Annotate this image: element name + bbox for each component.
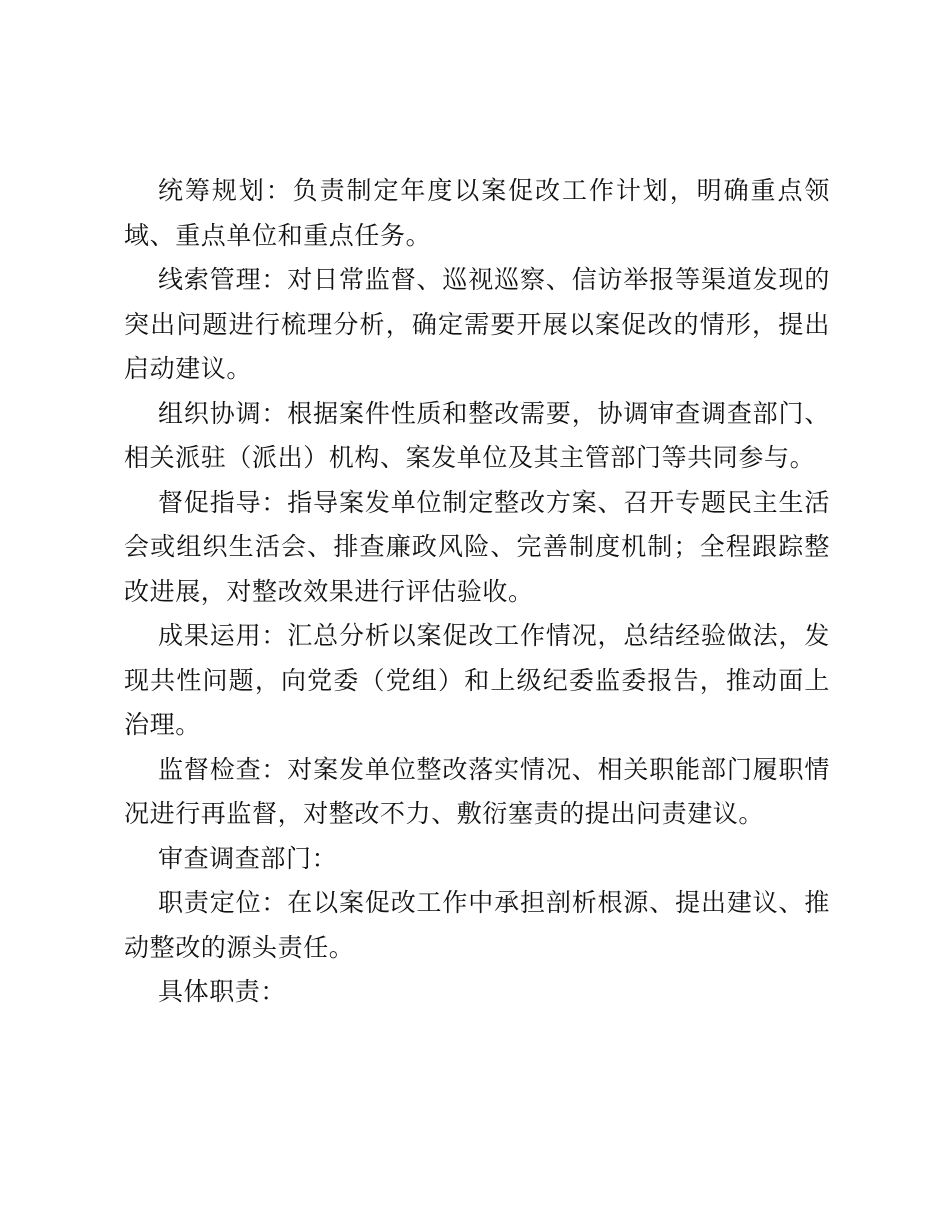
paragraph-supervision-guidance: 督促指导：指导案发单位制定整改方案、召开专题民主生活会或组织生活会、排查廉政风险、完善制度机制；全程跟踪整改进展，对整改效果进行评估验收。	[124, 487, 830, 606]
paragraph-responsibility-positioning: 职责定位：在以案促改工作中承担剖析根源、提出建议、推动整改的源头责任。	[124, 888, 830, 962]
paragraph-result-application: 成果运用：汇总分析以案促改工作情况，总结经验做法，发现共性问题，向党委（党组）和上级纪委监委报告，推动面上治理。	[124, 621, 830, 739]
paragraph-organization-coordination: 组织协调：根据案件性质和整改需要，协调审查调查部门、相关派驻（派出）机构、案发单位及其主管部门等共同参与。	[124, 398, 830, 472]
paragraph-clue-management: 线索管理：对日常监督、巡视巡察、信访举报等渠道发现的突出问题进行梳理分析，确定需要开展以案促改的情形，提出启动建议。	[124, 265, 830, 383]
document-body	[124, 169, 830, 1015]
paragraph-supervision-inspection: 监督检查：对案发单位整改落实情况、相关职能部门履职情况进行再监督，对整改不力、敷衍塞责的提出问责建议。	[124, 754, 830, 828]
section-heading-specific-duties: 具体职责：	[158, 977, 287, 1006]
section-heading-investigation-department: 审查调查部门：	[158, 843, 338, 873]
paragraph-overall-planning: 统筹规划：负责制定年度以案促改工作计划，明确重点领域、重点单位和重点任务。	[124, 176, 830, 250]
